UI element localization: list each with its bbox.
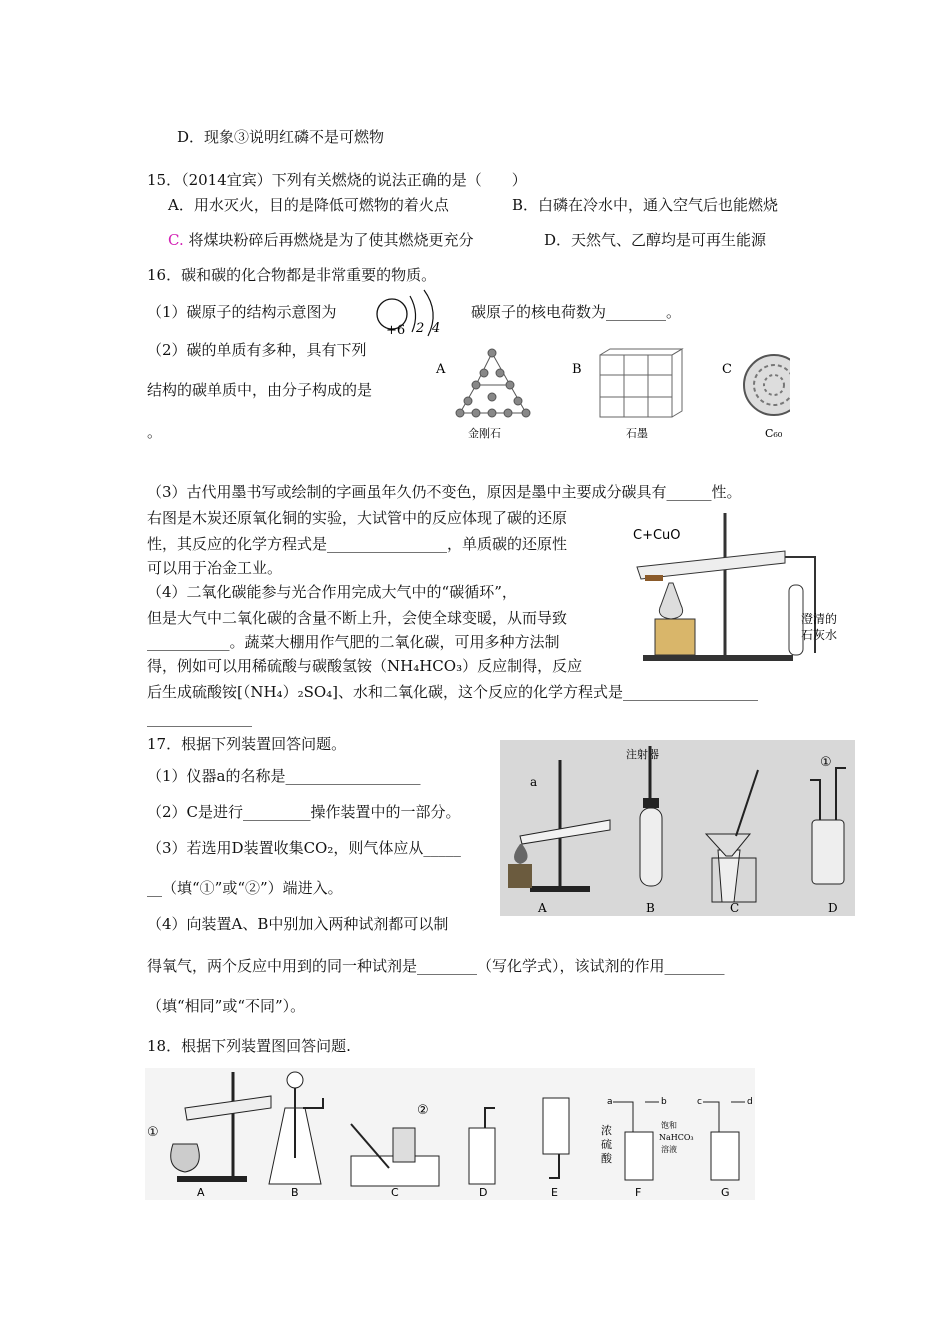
q16-part1-a: （1）碳原子的结构示意图为 (147, 303, 337, 321)
carbon-atom-diagram (370, 286, 470, 342)
q17-fig-c: C (730, 901, 740, 915)
diamond-name: 金刚石 (468, 427, 501, 440)
q16-part2-c: 。 (147, 423, 163, 441)
q17-syringe-label: 注射器 (626, 748, 659, 761)
q18-circ2: ② (417, 1103, 429, 1118)
q18-circ1: ① (147, 1125, 159, 1140)
q14-option-d: D．现象③说明红磷不是可燃物 (177, 128, 385, 146)
q17-part3-a: （3）若选用D装置收集CO₂，则气体应从_____ (147, 839, 461, 857)
fig-label-c: C (722, 362, 732, 377)
q17-a-label: a (530, 775, 538, 789)
q16-part4-f: ______________ (147, 709, 252, 727)
q16-part2-a: （2）碳的单质有多种，具有下列 (147, 341, 367, 359)
q18-nahco: NaHCO₃ (659, 1133, 694, 1142)
q15-option-c (168, 230, 474, 250)
q15-option-c-text: 将煤块粉碎后再燃烧是为了使其燃烧更充分 (188, 231, 474, 249)
lime-label-2: 石灰水 (801, 628, 838, 642)
lime-label-1: 澄清的 (801, 612, 838, 626)
fig-label-b: B (572, 362, 582, 377)
atom-shell1: 2 (416, 321, 425, 336)
diamond-structure (456, 349, 530, 417)
graphite-name: 石墨 (626, 427, 648, 440)
q18-fig-d: D (479, 1186, 488, 1199)
q18-fig-c: C (391, 1186, 399, 1199)
atom-nucleus: +6 (386, 323, 406, 338)
q18-b: b (661, 1097, 667, 1107)
q18-fig-g: G (721, 1186, 730, 1199)
q18-fig-f: F (635, 1186, 642, 1199)
q18-stem: 18．根据下列装置图回答问题. (147, 1037, 351, 1055)
reagent-label: C+CuO (633, 528, 681, 543)
q17-part3-b: __（填“①”或“②”）端进入。 (147, 879, 343, 897)
q17-stem: 17．根据下列装置回答问题。 (147, 735, 347, 753)
q17-fig-a: A (538, 901, 547, 915)
q17-fig-d: D (828, 901, 838, 915)
q18-a: a (607, 1097, 613, 1107)
q16-stem: 16．碳和碳的化合物都是非常重要的物质。 (147, 266, 437, 284)
q16-part4-d: 得，例如可以用稀硫酸与碳酸氢铵（NH₄HCO₃）反应制得，反应 (147, 657, 583, 675)
q16-part3: （3）古代用墨书写或绘制的字画虽年久仍不变色，原因是墨中主要成分碳具有______性。 (147, 483, 742, 501)
q18-acid-1: 浓 (601, 1124, 612, 1137)
q16-part4-a: （4）二氧化碳能参与光合作用完成大气中的“碳循环”， (147, 583, 517, 601)
q18-c: c (697, 1097, 702, 1107)
c60-name: C₆₀ (765, 427, 783, 440)
q15-stem: 15．（2014宜宾）下列有关燃烧的说法正确的是（ ） (147, 171, 527, 189)
q17-part4-a: （4）向装置A、B中别加入两种试剂都可以制 (147, 915, 449, 933)
q17-part2: （2）C是进行_________操作装置中的一部分。 (147, 803, 461, 821)
q17-part4-c: （填“相同”或“不同”）。 (147, 997, 306, 1015)
q18-fig-b: B (291, 1186, 299, 1199)
q17-circ1: ① (820, 755, 832, 770)
q18-acid-2: 硫 (601, 1138, 612, 1151)
q15-option-c-letter: C. (168, 231, 184, 249)
q16-part4-c: ___________。蔬菜大棚用作气肥的二氧化碳，可用多种方法制 (147, 633, 560, 651)
atom-shell2: 4 (432, 321, 441, 336)
q16-part2-b: 结构的碳单质中，由分子构成的是 (147, 381, 373, 399)
q15-option-b: B．白磷在冷水中，通入空气后也能燃烧 (512, 196, 779, 214)
q16-part3-d: 可以用于冶金工业。 (147, 559, 283, 577)
fig-label-a: A (436, 362, 446, 377)
carbon-allotropes-figure (430, 345, 790, 443)
q18-fig-a: A (197, 1186, 205, 1199)
q18-sat: 饱和 (661, 1121, 677, 1130)
q18-sol: 溶液 (661, 1145, 677, 1154)
q18-apparatus-figure (145, 1068, 755, 1200)
q18-fig-e: E (551, 1186, 558, 1199)
q15-option-d: D．天然气、乙醇均是可再生能源 (544, 231, 767, 249)
q17-part4-b: 得氧气，两个反应中用到的同一种试剂是________（写化学式），该试剂的作用________ (147, 957, 725, 975)
q15-option-a: A．用水灭火，目的是降低可燃物的着火点 (168, 196, 449, 214)
c60-structure (744, 355, 790, 415)
graphite-structure (600, 349, 682, 417)
q18-d: d (747, 1097, 753, 1107)
q17-part1: （1）仪器a的名称是__________________ (147, 767, 421, 785)
q17-fig-b: B (646, 901, 655, 915)
q16-part3-c: 性，其反应的化学方程式是________________，单质碳的还原性 (147, 535, 568, 553)
q16-part4-e: 后生成硫酸铵[（NH₄）₂SO₄]、水和二氧化碳，这个反应的化学方程式是__________________ (147, 683, 759, 701)
q18-acid-3: 酸 (601, 1152, 612, 1165)
q16-part3-b: 右图是木炭还原氧化铜的实验，大试管中的反应体现了碳的还原 (147, 509, 568, 527)
q16-part1-b: 碳原子的核电荷数为________。 (471, 303, 682, 321)
q16-part4-b: 但是大气中二氧化碳的含量不断上升，会使全球变暖，从而导致 (147, 609, 568, 627)
carbon-reduction-apparatus (625, 505, 850, 675)
q17-apparatus-figure (500, 740, 855, 916)
